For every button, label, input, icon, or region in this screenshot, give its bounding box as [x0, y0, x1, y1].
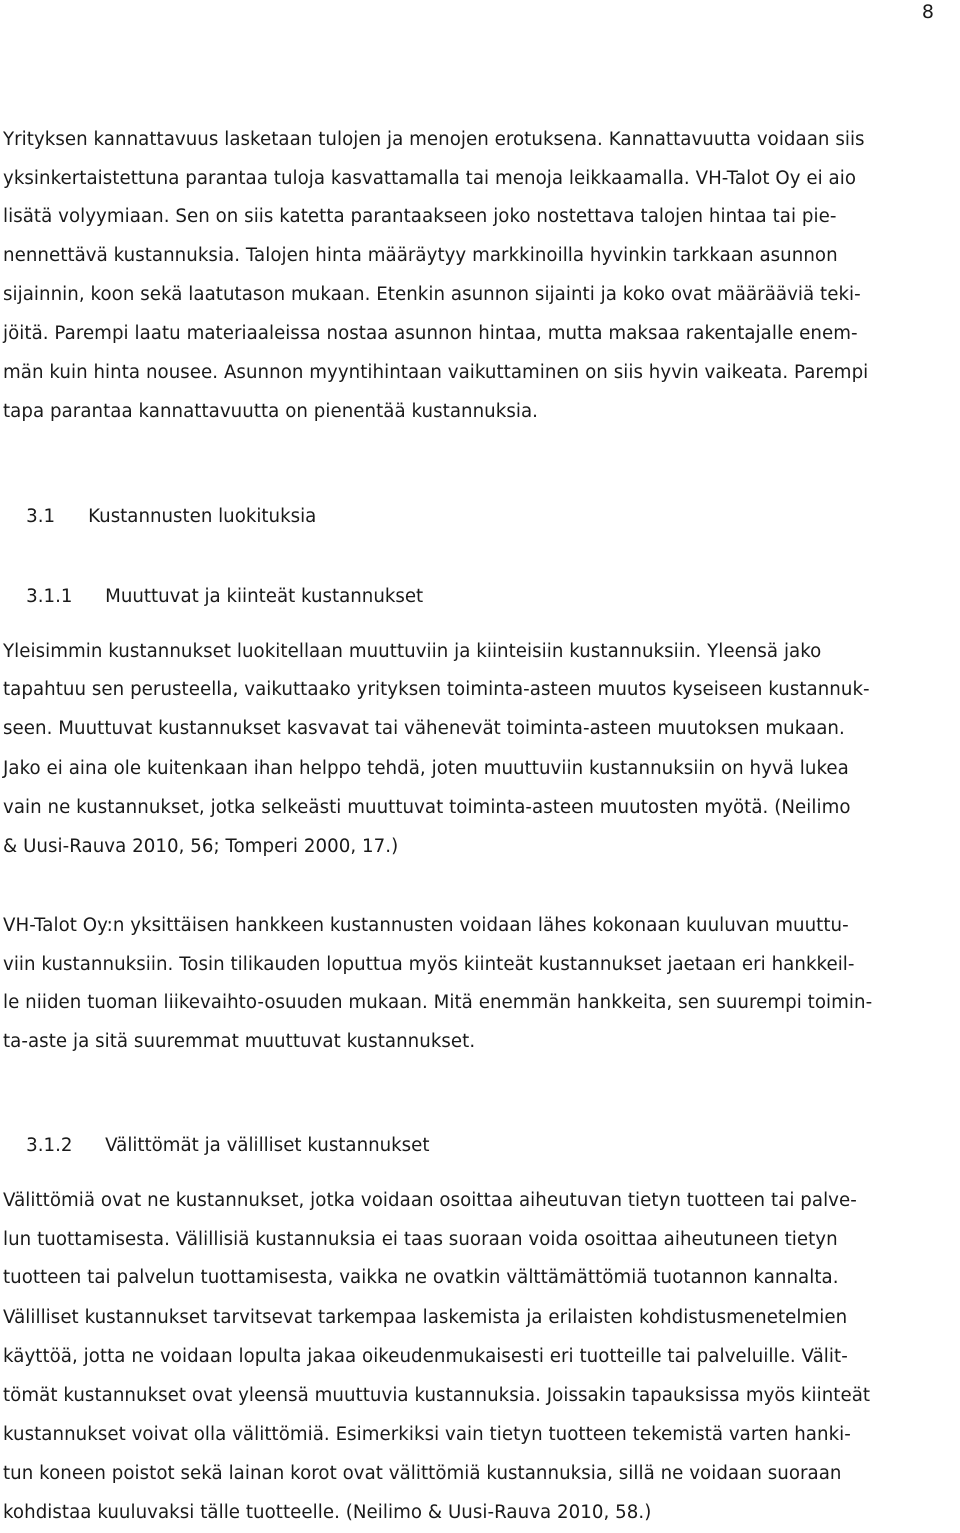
text-line: le niiden tuoman liikevaihto-osuuden mukaan. Mitä enemmän hankkeita, sen suurempi toimin- [3, 992, 873, 1013]
subsection-title: Muuttuvat ja kiinteät kustannukset [105, 586, 424, 607]
subsection-heading [3, 561, 423, 633]
text-line: tömät kustannukset ovat yleensä muuttuvia kustannuksia. Joissakin tapauksissa myös kiinteät [3, 1385, 871, 1406]
text-line: män kuin hinta nousee. Asunnon myyntihintaan vaikuttaminen on siis hyvin vaikeata. Parempi [3, 362, 869, 383]
text-line: Jako ei aina ole kuitenkaan ihan helppo tehdä, joten muuttuviin kustannuksiin on hyvä lukea [3, 758, 849, 779]
text-line: Yrityksen kannattavuus lasketaan tulojen ja menojen erotuksena. Kannattavuutta voidaan siis [3, 129, 865, 150]
section-title: Kustannusten luokituksia [88, 506, 317, 527]
text-line: yksinkertaistettuna parantaa tuloja kasvattamalla tai menoja leikkaamalla. VH-Talot Oy ei aio [3, 168, 857, 189]
text-line: kustannukset voivat olla välittömiä. Esimerkiksi vain tietyn tuotteen tekemistä varten hanki- [3, 1424, 851, 1445]
section-heading [3, 481, 316, 553]
text-line: tuotteen tai palvelun tuottamisesta, vaikka ne ovatkin välttämättömiä tuotannon kannalta. [3, 1267, 839, 1288]
subsection-heading [3, 1110, 429, 1182]
page-number: 8 [921, 1, 934, 23]
text-line: tapa parantaa kannattavuutta on pienentää kustannuksia. [3, 401, 538, 422]
text-line: tapahtuu sen perusteella, vaikuttaako yrityksen toiminta-asteen muutos kyseiseen kustannuk- [3, 679, 870, 700]
subsection-title: Välittömät ja välilliset kustannukset [105, 1135, 430, 1156]
text-line: sijainnin, koon sekä laatutason mukaan. Etenkin asunnon sijainti ja koko ovat määrääviä teki- [3, 284, 861, 305]
subsection-number: 3.1.2 [26, 1135, 73, 1156]
section-number: 3.1 [26, 506, 56, 527]
text-line: Välilliset kustannukset tarvitsevat tarkempaa laskemista ja erilaisten kohdistusmenetelmien [3, 1307, 848, 1328]
text-line: lun tuottamisesta. Välillisiä kustannuksia ei taas suoraan voida osoittaa aiheutuneen tietyn [3, 1229, 838, 1250]
text-line: kohdistaa kuuluvaksi tälle tuotteelle. (Neilimo & Uusi-Rauva 2010, 58.) [3, 1502, 652, 1523]
text-line: VH-Talot Oy:n yksittäisen hankkeen kustannusten voidaan lähes kokonaan kuuluvan muuttu- [3, 915, 849, 936]
text-line: jöitä. Parempi laatu materiaaleissa nostaa asunnon hintaa, mutta maksaa rakentajalle enem- [3, 323, 858, 344]
text-line: nennettävä kustannuksia. Talojen hinta määräytyy markkinoilla hyvinkin tarkkaan asunnon [3, 245, 838, 266]
text-line: Yleisimmin kustannukset luokitellaan muuttuviin ja kiinteisiin kustannuksiin. Yleensä jako [3, 641, 822, 662]
text-line: & Uusi-Rauva 2010, 56; Tomperi 2000, 17.) [3, 836, 399, 857]
text-line: seen. Muuttuvat kustannukset kasvavat tai vähenevät toiminta-asteen muutoksen mukaan. [3, 718, 845, 739]
text-line: viin kustannuksiin. Tosin tilikauden loputtua myös kiinteät kustannukset jaetaan eri hankkeil- [3, 954, 855, 975]
text-line: käyttöä, jotta ne voidaan lopulta jakaa oikeudenmukaisesti eri tuotteille tai palveluille. Välit- [3, 1346, 848, 1367]
text-line: vain ne kustannukset, jotka selkeästi muuttuvat toiminta-asteen muutosten myötä. (Neilimo [3, 797, 851, 818]
text-line: lisätä volyymiaan. Sen on siis katetta parantaakseen joko nostettava talojen hintaa tai pie- [3, 206, 837, 227]
text-line: Välittömiä ovat ne kustannukset, jotka voidaan osoittaa aiheutuvan tietyn tuotteen tai palve- [3, 1190, 857, 1211]
text-line: tun koneen poistot sekä lainan korot ovat välittömiä kustannuksia, sillä ne voidaan suoraan [3, 1463, 842, 1484]
subsection-number: 3.1.1 [26, 586, 73, 607]
text-line: ta-aste ja sitä suuremmat muuttuvat kustannukset. [3, 1031, 476, 1052]
